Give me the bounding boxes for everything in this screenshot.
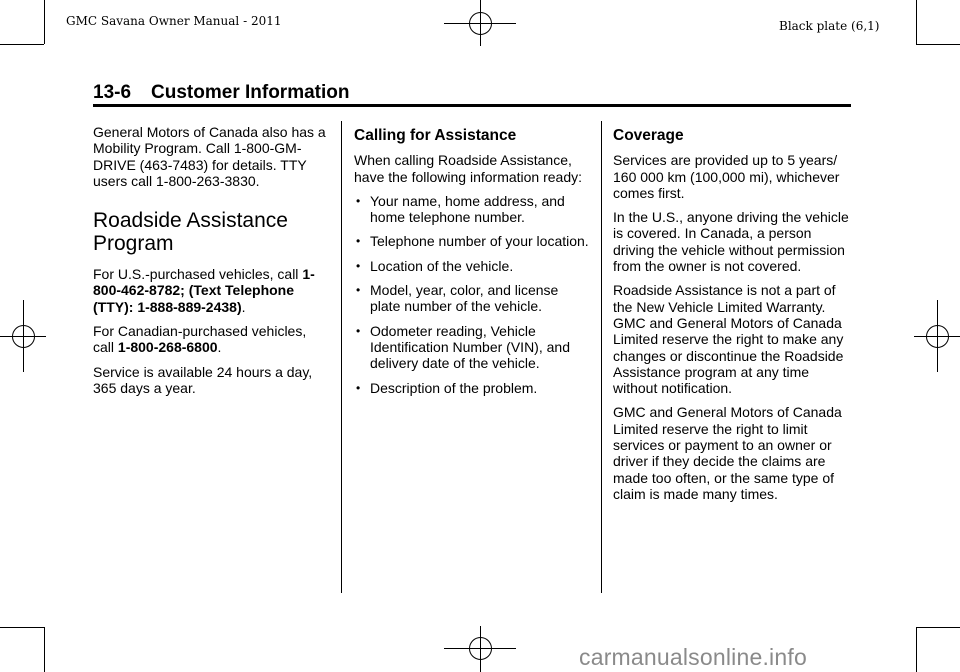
list-item: • Telephone number of your location. (356, 233, 589, 250)
list-item: • Description of the problem. (356, 379, 538, 396)
coverage-heading: Coverage (613, 127, 684, 144)
bullet-icon: • (356, 323, 361, 338)
crop-mark (916, 0, 917, 44)
page-title (93, 82, 349, 104)
bullet-icon: • (356, 380, 361, 395)
roadside-assistance-heading: Roadside Assistance Program (93, 209, 288, 256)
column-divider (341, 121, 342, 593)
chapter-title: Customer Information (151, 82, 350, 103)
column-3 (613, 124, 853, 510)
crop-mark (916, 627, 917, 672)
title-rule (93, 104, 851, 107)
page-number: 13-6 (93, 82, 132, 103)
column-1 (93, 124, 329, 404)
list-item: • Odometer reading, Vehicle Identification Number (VIN), and delivery date of the vehicle. (356, 322, 570, 372)
bullet-icon: • (356, 193, 361, 208)
warranty-note-text: Roadside Assistance is not a part of the New Vehicle Limited Warranty. GMC and General Motors of Canada Limited reserve the right to make any changes or discontinue the Roadside Assistance program at any time without notification. (613, 282, 844, 397)
canada-phone-number: 1-800-268-6800 (117, 339, 218, 356)
column-2 (354, 124, 590, 404)
crop-mark (916, 44, 960, 45)
list-item: • Model, year, color, and license plate number of the vehicle. (356, 282, 559, 315)
calling-intro: When calling Roadside Assistance, have the following information ready: (354, 152, 583, 185)
list-item: • Location of the vehicle. (356, 257, 514, 274)
information-list (354, 193, 590, 396)
us-phone-number: 1-800-462-8782; (Text Telephone (TTY): 1-888-889-2438) (93, 266, 315, 315)
list-item: • Your name, home address, and home telephone number. (356, 192, 565, 226)
crop-mark (0, 627, 44, 628)
crop-mark (0, 44, 44, 45)
coverage-limits-text: Services are provided up to 5 years/ 160 000 km (100,000 mi), whichever comes first. (613, 152, 840, 201)
us-contact-paragraph: For U.S.-purchased vehicles, call 1-800-462-8782; (Text Telephone (TTY): 1-888-889-2438). (93, 266, 315, 315)
crop-mark (916, 627, 960, 628)
bullet-icon: • (356, 234, 361, 249)
calling-for-assistance-heading: Calling for Assistance (354, 127, 517, 144)
bullet-icon: • (356, 283, 361, 298)
running-header-left: GMC Savana Owner Manual - 2011 (66, 14, 282, 28)
who-is-covered-text: In the U.S., anyone driving the vehicle is covered. In Canada, a person driving the vehicle without permission from the owner is not covered. (613, 209, 849, 275)
watermark: carmanualsonline.info (579, 644, 807, 670)
crop-mark (44, 0, 45, 44)
mobility-program-text: General Motors of Canada also has a Mobility Program. Call 1-800-GM-DRIVE (463-7483) for details. TTY users call 1-800-263-3830. (93, 124, 326, 189)
availability-text: Service is available 24 hours a day, 365 days a year. (93, 363, 313, 396)
bullet-icon: • (356, 258, 361, 273)
canada-contact-paragraph: For Canadian-purchased vehicles, call 1-800-268-6800. (93, 323, 307, 356)
plate-label: Black plate (6,1) (779, 19, 880, 33)
crop-mark (44, 627, 45, 672)
column-divider (601, 121, 602, 593)
service-limits-text: GMC and General Motors of Canada Limited reserve the right to limit services or payment to an owner or driver if they decide the claims are made too often, or the same type of claim is made many times. (613, 404, 842, 502)
